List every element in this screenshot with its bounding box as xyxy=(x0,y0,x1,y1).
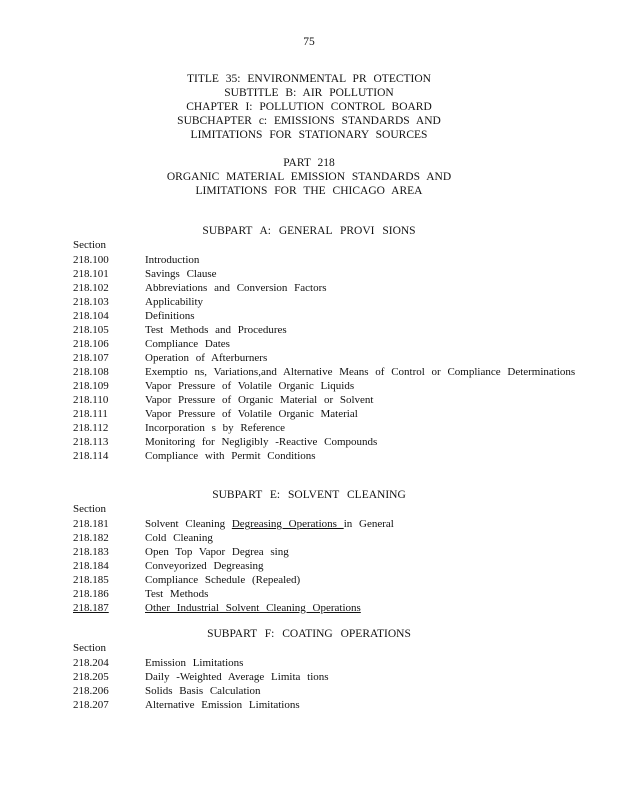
section-row xyxy=(73,656,593,670)
page-number: 75 xyxy=(303,36,315,48)
section-row xyxy=(73,559,593,573)
subpart-e-section-label: Section xyxy=(73,503,106,515)
section-row xyxy=(73,573,593,587)
section-number: 218.110 xyxy=(73,394,109,406)
section-title-part: Solvent Cleaning xyxy=(145,518,232,530)
section-title: Applicability xyxy=(145,296,204,308)
section-row xyxy=(73,379,593,393)
section-title: Definitions xyxy=(145,310,195,322)
section-title: Compliance Dates xyxy=(145,338,230,350)
section-number: 218.103 xyxy=(73,296,109,308)
section-row xyxy=(73,545,593,559)
section-number xyxy=(73,601,145,615)
subpart-a-heading: SUBPART A: GENERAL PROVI SIONS xyxy=(202,225,416,237)
subpart-f-heading: SUBPART F: COATING OPERATIONS xyxy=(207,628,411,640)
section-title: Open Top Vapor Degrea sing xyxy=(145,546,289,558)
section-number: 218.186 xyxy=(73,588,109,600)
section-title: Conveyorized Degreasing xyxy=(145,560,264,572)
subpart-e-section-list xyxy=(73,517,593,615)
section-row xyxy=(73,587,593,601)
section-title: Monitoring for Negligibly -Reactive Compounds xyxy=(145,436,378,448)
section-title: Alternative Emission Limitations xyxy=(145,699,300,711)
section-row xyxy=(73,517,593,531)
subpart-a-section-list xyxy=(73,253,593,463)
section-title-underlined: Degreasing Operations xyxy=(231,518,344,530)
section-title: Incorporation s by Reference xyxy=(145,422,285,434)
section-row xyxy=(73,351,593,365)
part-title: ORGANIC MATERIAL EMISSION STANDARDS AND xyxy=(166,171,452,183)
section-number: 218.109 xyxy=(73,380,109,392)
section-number: 218.113 xyxy=(73,436,109,448)
section-number: 218.112 xyxy=(73,422,109,434)
section-number: 218.105 xyxy=(73,324,109,336)
section-row xyxy=(73,601,593,615)
section-title: Compliance with Permit Conditions xyxy=(145,450,316,462)
section-row xyxy=(73,365,593,379)
title-block xyxy=(0,72,618,142)
section-number: 218.182 xyxy=(73,532,109,544)
section-title: Test Methods and Procedures xyxy=(145,324,287,336)
section-row xyxy=(73,281,593,295)
section-title: Emission Limitations xyxy=(145,657,244,669)
title-line: TITLE 35: ENVIRONMENTAL PR OTECTION xyxy=(187,73,431,85)
section-row xyxy=(73,449,593,463)
section-number: 218.185 xyxy=(73,574,109,586)
section-row xyxy=(73,323,593,337)
subchapter-line-2: LIMITATIONS FOR STATIONARY SOURCES xyxy=(190,129,428,141)
section-row xyxy=(73,407,593,421)
section-title: Compliance Schedule (Repealed) xyxy=(145,574,301,586)
section-number: 218.181 xyxy=(73,518,109,530)
section-row xyxy=(73,421,593,435)
section-row xyxy=(73,670,593,684)
section-number: 218.205 xyxy=(73,671,109,683)
section-row xyxy=(73,698,593,712)
section-row xyxy=(73,253,593,267)
section-number: 218.183 xyxy=(73,546,109,558)
section-title: Cold Cleaning xyxy=(145,532,213,544)
section-row xyxy=(73,309,593,323)
section-title-part: in General xyxy=(343,518,394,530)
section-number: 218.184 xyxy=(73,560,109,572)
part-title-2: LIMITATIONS FOR THE CHICAGO AREA xyxy=(195,185,423,197)
part-number: PART 218 xyxy=(283,157,335,169)
section-number: 218.106 xyxy=(73,338,109,350)
section-title: Vapor Pressure of Organic Material or Solvent xyxy=(145,394,374,406)
subchapter-line: SUBCHAPTER c: EMISSIONS STANDARDS AND xyxy=(177,115,441,127)
section-number: 218.204 xyxy=(73,657,109,669)
section-title: Operation of Afterburners xyxy=(145,352,268,364)
section-row xyxy=(73,393,593,407)
subpart-f-section-list xyxy=(73,656,593,712)
section-title: Solids Basis Calculation xyxy=(145,685,261,697)
section-number: 218.111 xyxy=(73,408,108,420)
section-number: 218.101 xyxy=(73,268,109,280)
section-row xyxy=(73,531,593,545)
section-number: 218.107 xyxy=(73,352,109,364)
section-title: Test Methods xyxy=(145,588,209,600)
section-row xyxy=(73,267,593,281)
section-title: Abbreviations and Conversion Factors xyxy=(145,282,327,294)
subtitle-line: SUBTITLE B: AIR POLLUTION xyxy=(224,87,394,99)
section-title: Savings Clause xyxy=(145,268,217,280)
section-number: 218.108 xyxy=(73,366,109,378)
section-number: 218.100 xyxy=(73,254,109,266)
section-title: Daily -Weighted Average Limita tions xyxy=(145,671,329,683)
section-row xyxy=(73,435,593,449)
section-title: Exemptio ns, Variations,and Alternative Means of Control or Compliance Determinations xyxy=(145,366,576,378)
section-number: 218.104 xyxy=(73,310,109,322)
section-number-underlined: 218.187 xyxy=(73,602,109,614)
section-title: Vapor Pressure of Volatile Organic Material xyxy=(145,408,358,420)
subpart-f-section-label: Section xyxy=(73,642,106,654)
section-row xyxy=(73,295,593,309)
section-title: Introduction xyxy=(145,254,200,266)
chapter-line: CHAPTER I: POLLUTION CONTROL BOARD xyxy=(186,101,432,113)
section-title-underlined: Other Industrial Solvent Cleaning Operations xyxy=(145,602,361,614)
section-number: 218.102 xyxy=(73,282,109,294)
section-title xyxy=(145,517,593,531)
section-title xyxy=(145,601,593,615)
subpart-e-heading: SUBPART E: SOLVENT CLEANING xyxy=(212,489,406,501)
section-number: 218.207 xyxy=(73,699,109,711)
section-number: 218.114 xyxy=(73,450,109,462)
section-row xyxy=(73,337,593,351)
subpart-a-section-label: Section xyxy=(73,239,106,251)
section-title: Vapor Pressure of Volatile Organic Liquids xyxy=(145,380,355,392)
section-number: 218.206 xyxy=(73,685,109,697)
part-block xyxy=(0,156,618,198)
section-row xyxy=(73,684,593,698)
